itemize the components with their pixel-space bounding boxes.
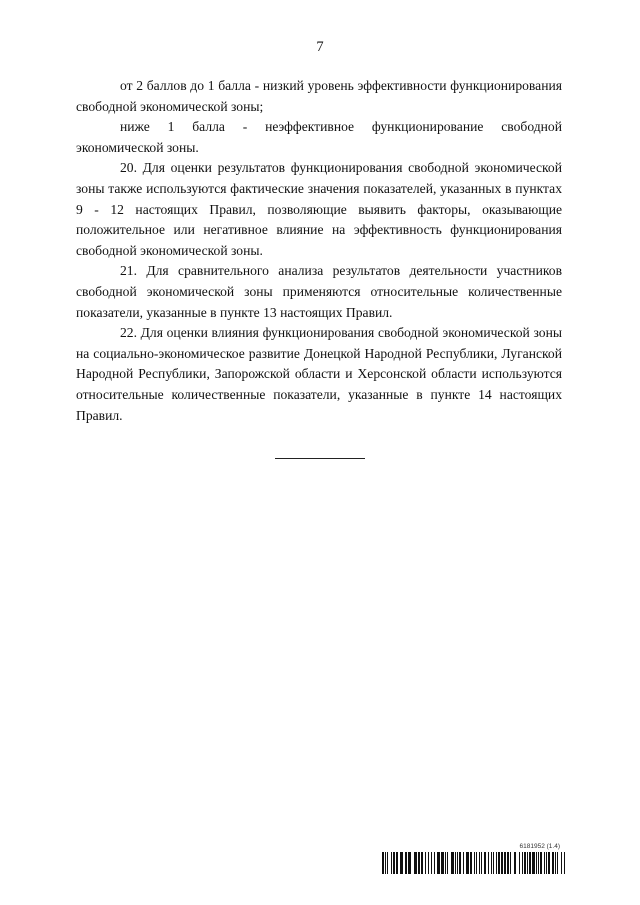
- paragraph-item-22: 22. Для оценки влияния функционирования свободной экономической зоны на социально-экономическое развитие Донецкой Народной Республики, Луганской Народной Республики, Запорожской области и Херсонской области используются относительные количественные показатели, указанные в пункте 14 настоящих Правил.: [76, 325, 562, 423]
- document-code: 6181952 (1.4): [519, 843, 560, 850]
- paragraph-item-21: 21. Для сравнительного анализа результатов деятельности участников свободной экономической зоны применяются относительные количественные показатели, указанные в пункте 13 настоящих Правил.: [76, 263, 562, 320]
- barcode-icon: [382, 852, 566, 874]
- paragraph-item-20: 20. Для оценки результатов функционирования свободной экономической зоны также используются фактические значения показателей, указанных в пунктах 9 - 12 настоящих Правил, позволяющие выявить факторы, оказывающие положительное или негативное влияние на эффективность функционирования свободной экономической зоны.: [76, 160, 562, 258]
- end-of-text-rule: [275, 458, 365, 459]
- paragraph-scoring-low: от 2 баллов до 1 балла - низкий уровень эффективности функционирования свободной экономической зоны;: [76, 78, 562, 114]
- document-body: [76, 76, 562, 426]
- page-number: 7: [316, 39, 324, 55]
- paragraph-scoring-ineffective: ниже 1 балла - неэффективное функционирование свободной экономической зоны.: [76, 119, 562, 155]
